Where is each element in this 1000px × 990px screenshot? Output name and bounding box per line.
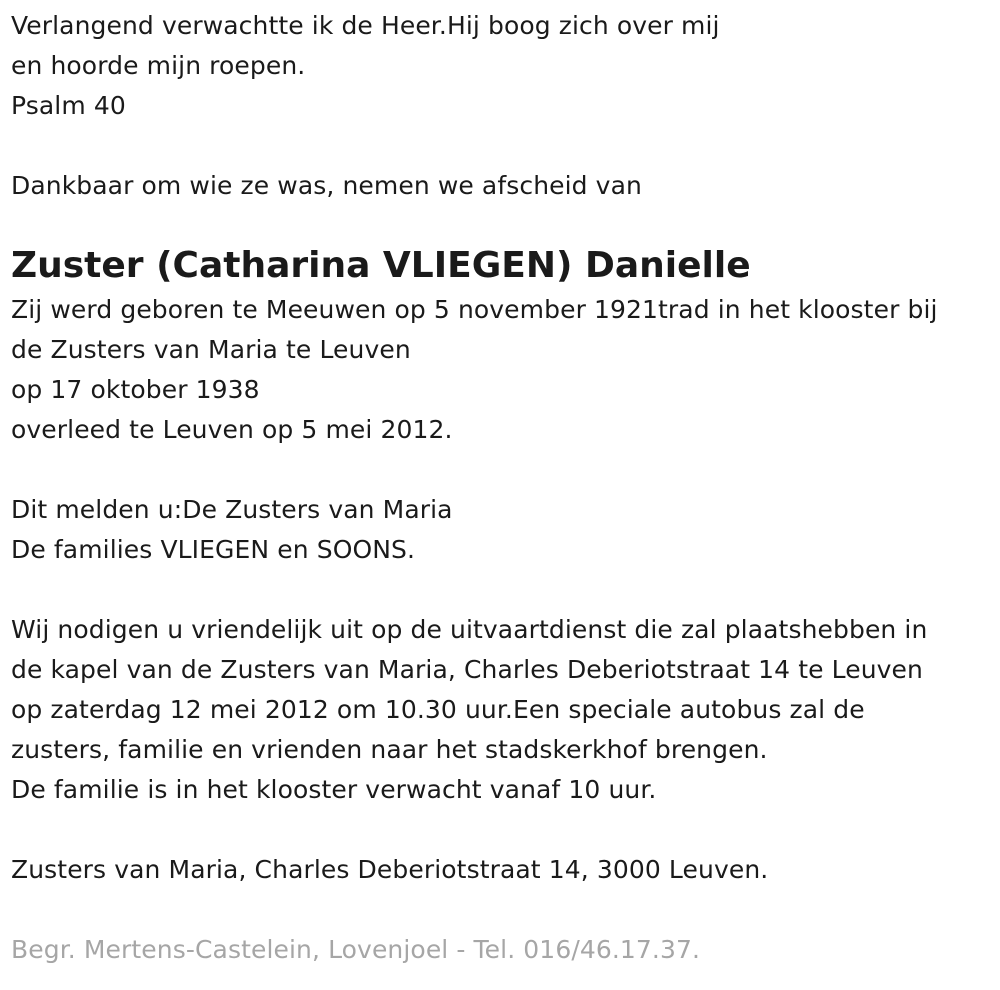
- spacer: [11, 890, 991, 930]
- quote-source: Psalm 40: [11, 91, 126, 120]
- announcers-line-1: Dit melden u:De Zusters van Maria: [11, 495, 453, 524]
- spacer: [11, 126, 991, 166]
- spacer: [11, 810, 991, 850]
- bio-line-4: overleed te Leuven op 5 mei 2012.: [11, 415, 453, 444]
- deceased-name: Zuster (Catharina VLIEGEN) Danielle: [11, 245, 751, 286]
- quote-line-2: en hoorde mijn roepen.: [11, 51, 306, 80]
- announcers-line-2: De families VLIEGEN en SOONS.: [11, 535, 416, 564]
- spacer: [11, 570, 991, 610]
- service-line-1: Wij nodigen u vriendelijk uit op de uitvaartdienst die zal plaatshebben in: [11, 615, 928, 644]
- intro-text: Dankbaar om wie ze was, nemen we afscheid van: [11, 171, 642, 200]
- spacer: [11, 450, 991, 490]
- bio-line-3: op 17 oktober 1938: [11, 375, 260, 404]
- spacer: [11, 206, 991, 242]
- service-line-5: De familie is in het klooster verwacht vanaf 10 uur.: [11, 775, 657, 804]
- service-line-4: zusters, familie en vrienden naar het stadskerkhof brengen.: [11, 735, 768, 764]
- service-line-2: de kapel van de Zusters van Maria, Charles Deberiotstraat 14 te Leuven: [11, 655, 923, 684]
- bio-line-1: Zij werd geboren te Meeuwen op 5 november 1921trad in het klooster bij: [11, 295, 938, 324]
- obituary-text: [11, 6, 991, 970]
- funeral-home-footer: Begr. Mertens-Castelein, Lovenjoel - Tel. 016/46.17.37.: [11, 935, 701, 964]
- quote-line-1: Verlangend verwachtte ik de Heer.Hij boog zich over mij: [11, 11, 720, 40]
- bio-line-2: de Zusters van Maria te Leuven: [11, 335, 411, 364]
- service-line-3: op zaterdag 12 mei 2012 om 10.30 uur.Een speciale autobus zal de: [11, 695, 865, 724]
- address-text: Zusters van Maria, Charles Deberiotstraat 14, 3000 Leuven.: [11, 855, 769, 884]
